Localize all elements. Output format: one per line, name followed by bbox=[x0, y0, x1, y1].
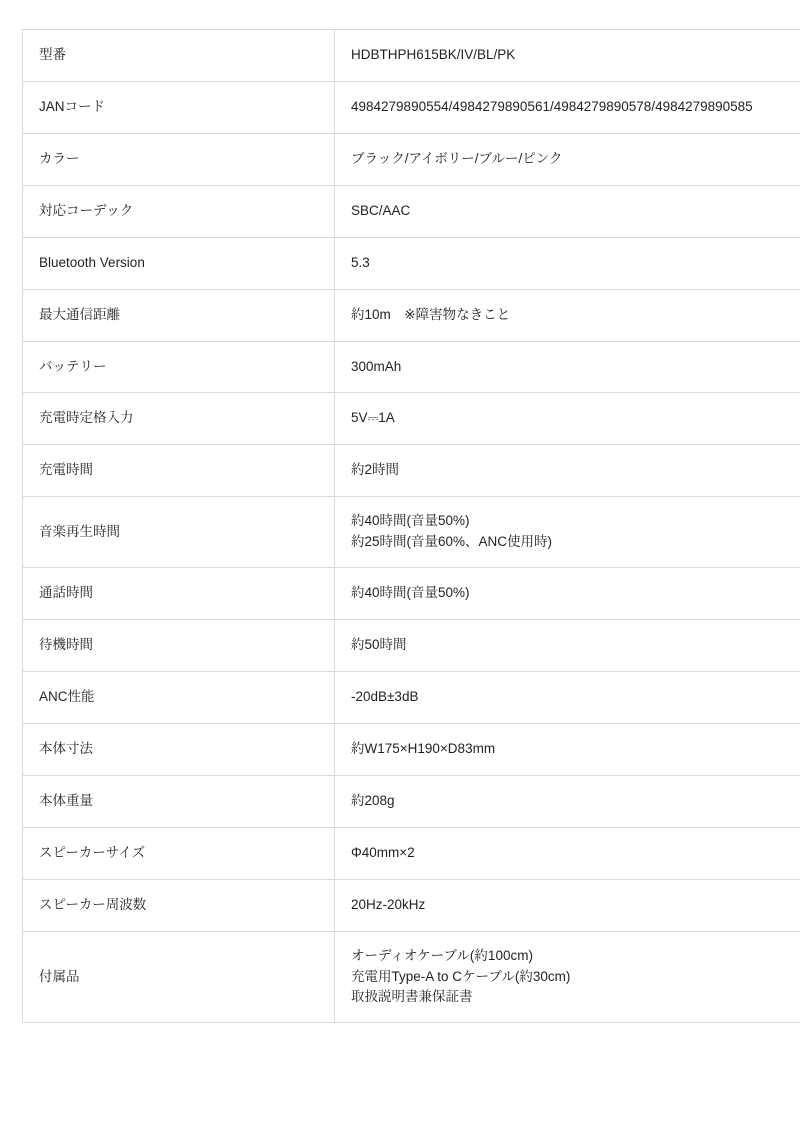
spec-label: 音楽再生時間 bbox=[23, 497, 335, 568]
spec-value-line: 充電用Type-A to Cケーブル(約30cm) bbox=[351, 968, 571, 984]
spec-value bbox=[335, 723, 800, 775]
spec-label: 型番 bbox=[23, 30, 335, 82]
table-row bbox=[23, 568, 800, 620]
spec-value bbox=[335, 827, 800, 879]
spec-label: バッテリー bbox=[23, 341, 335, 393]
table-row bbox=[23, 497, 800, 568]
spec-value bbox=[335, 185, 800, 237]
spec-label: 最大通信距離 bbox=[23, 289, 335, 341]
spec-label: 対応コーデック bbox=[23, 185, 335, 237]
spec-value-line: 約208g bbox=[351, 792, 395, 808]
spec-label: カラー bbox=[23, 133, 335, 185]
spec-value-line: オーディオケーブル(約100cm) bbox=[351, 947, 533, 963]
spec-label: 待機時間 bbox=[23, 620, 335, 672]
table-row bbox=[23, 237, 800, 289]
spec-label: 本体重量 bbox=[23, 775, 335, 827]
spec-value-line: 取扱説明書兼保証書 bbox=[351, 989, 473, 1005]
spec-value bbox=[335, 133, 800, 185]
table-row bbox=[23, 30, 800, 82]
spec-value bbox=[335, 393, 800, 445]
spec-value-line: 約50時間 bbox=[351, 637, 407, 653]
table-row bbox=[23, 289, 800, 341]
spec-label: Bluetooth Version bbox=[23, 237, 335, 289]
table-row bbox=[23, 133, 800, 185]
spec-value bbox=[335, 30, 800, 82]
spec-value bbox=[335, 775, 800, 827]
spec-value-line: 5.3 bbox=[351, 254, 370, 270]
table-row bbox=[23, 81, 800, 133]
table-row bbox=[23, 671, 800, 723]
table-row bbox=[23, 445, 800, 497]
spec-value-line: 約10m ※障害物なきこと bbox=[351, 306, 511, 322]
spec-value-line: 4984279890554/4984279890561/4984279890578/4984279890585 bbox=[351, 98, 753, 114]
spec-value bbox=[335, 237, 800, 289]
spec-value bbox=[335, 879, 800, 931]
table-row bbox=[23, 341, 800, 393]
spec-label: JANコード bbox=[23, 81, 335, 133]
spec-value bbox=[335, 81, 800, 133]
spec-value bbox=[335, 620, 800, 672]
table-row bbox=[23, 775, 800, 827]
table-row bbox=[23, 723, 800, 775]
spec-value bbox=[335, 931, 800, 1023]
table-row bbox=[23, 393, 800, 445]
spec-label: 通話時間 bbox=[23, 568, 335, 620]
spec-value-line: 約2時間 bbox=[351, 462, 400, 478]
spec-label: 付属品 bbox=[23, 931, 335, 1023]
spec-label: ANC性能 bbox=[23, 671, 335, 723]
spec-value-line: SBC/AAC bbox=[351, 202, 411, 218]
table-row bbox=[23, 185, 800, 237]
spec-value-line: 約25時間(音量60%、ANC使用時) bbox=[351, 534, 553, 550]
spec-label: 本体寸法 bbox=[23, 723, 335, 775]
spec-value-line: -20dB±3dB bbox=[351, 688, 419, 704]
spec-value-line: Φ40mm×2 bbox=[351, 844, 415, 860]
table-row bbox=[23, 827, 800, 879]
spec-value-line: 約40時間(音量50%) bbox=[351, 513, 470, 529]
spec-value-line: 300mAh bbox=[351, 358, 402, 374]
spec-value bbox=[335, 497, 800, 568]
spec-value-line: ブラック/アイボリー/ブルー/ピンク bbox=[351, 150, 563, 166]
spec-value-line: 5V⎓1A bbox=[351, 410, 395, 426]
spec-value bbox=[335, 671, 800, 723]
specification-table bbox=[22, 29, 800, 1023]
spec-value bbox=[335, 341, 800, 393]
spec-value-line: HDBTHPH615BK/IV/BL/PK bbox=[351, 47, 516, 62]
spec-value-line: 約40時間(音量50%) bbox=[351, 585, 470, 601]
spec-label: 充電時定格入力 bbox=[23, 393, 335, 445]
spec-value bbox=[335, 289, 800, 341]
table-row bbox=[23, 931, 800, 1023]
spec-label: スピーカーサイズ bbox=[23, 827, 335, 879]
spec-label: スピーカー周波数 bbox=[23, 879, 335, 931]
specification-table-body bbox=[23, 30, 800, 1023]
spec-value-line: 20Hz-20kHz bbox=[351, 896, 426, 912]
spec-value bbox=[335, 445, 800, 497]
spec-value bbox=[335, 568, 800, 620]
spec-value-line: 約W175×H190×D83mm bbox=[351, 740, 496, 756]
table-row bbox=[23, 620, 800, 672]
table-row bbox=[23, 879, 800, 931]
spec-label: 充電時間 bbox=[23, 445, 335, 497]
